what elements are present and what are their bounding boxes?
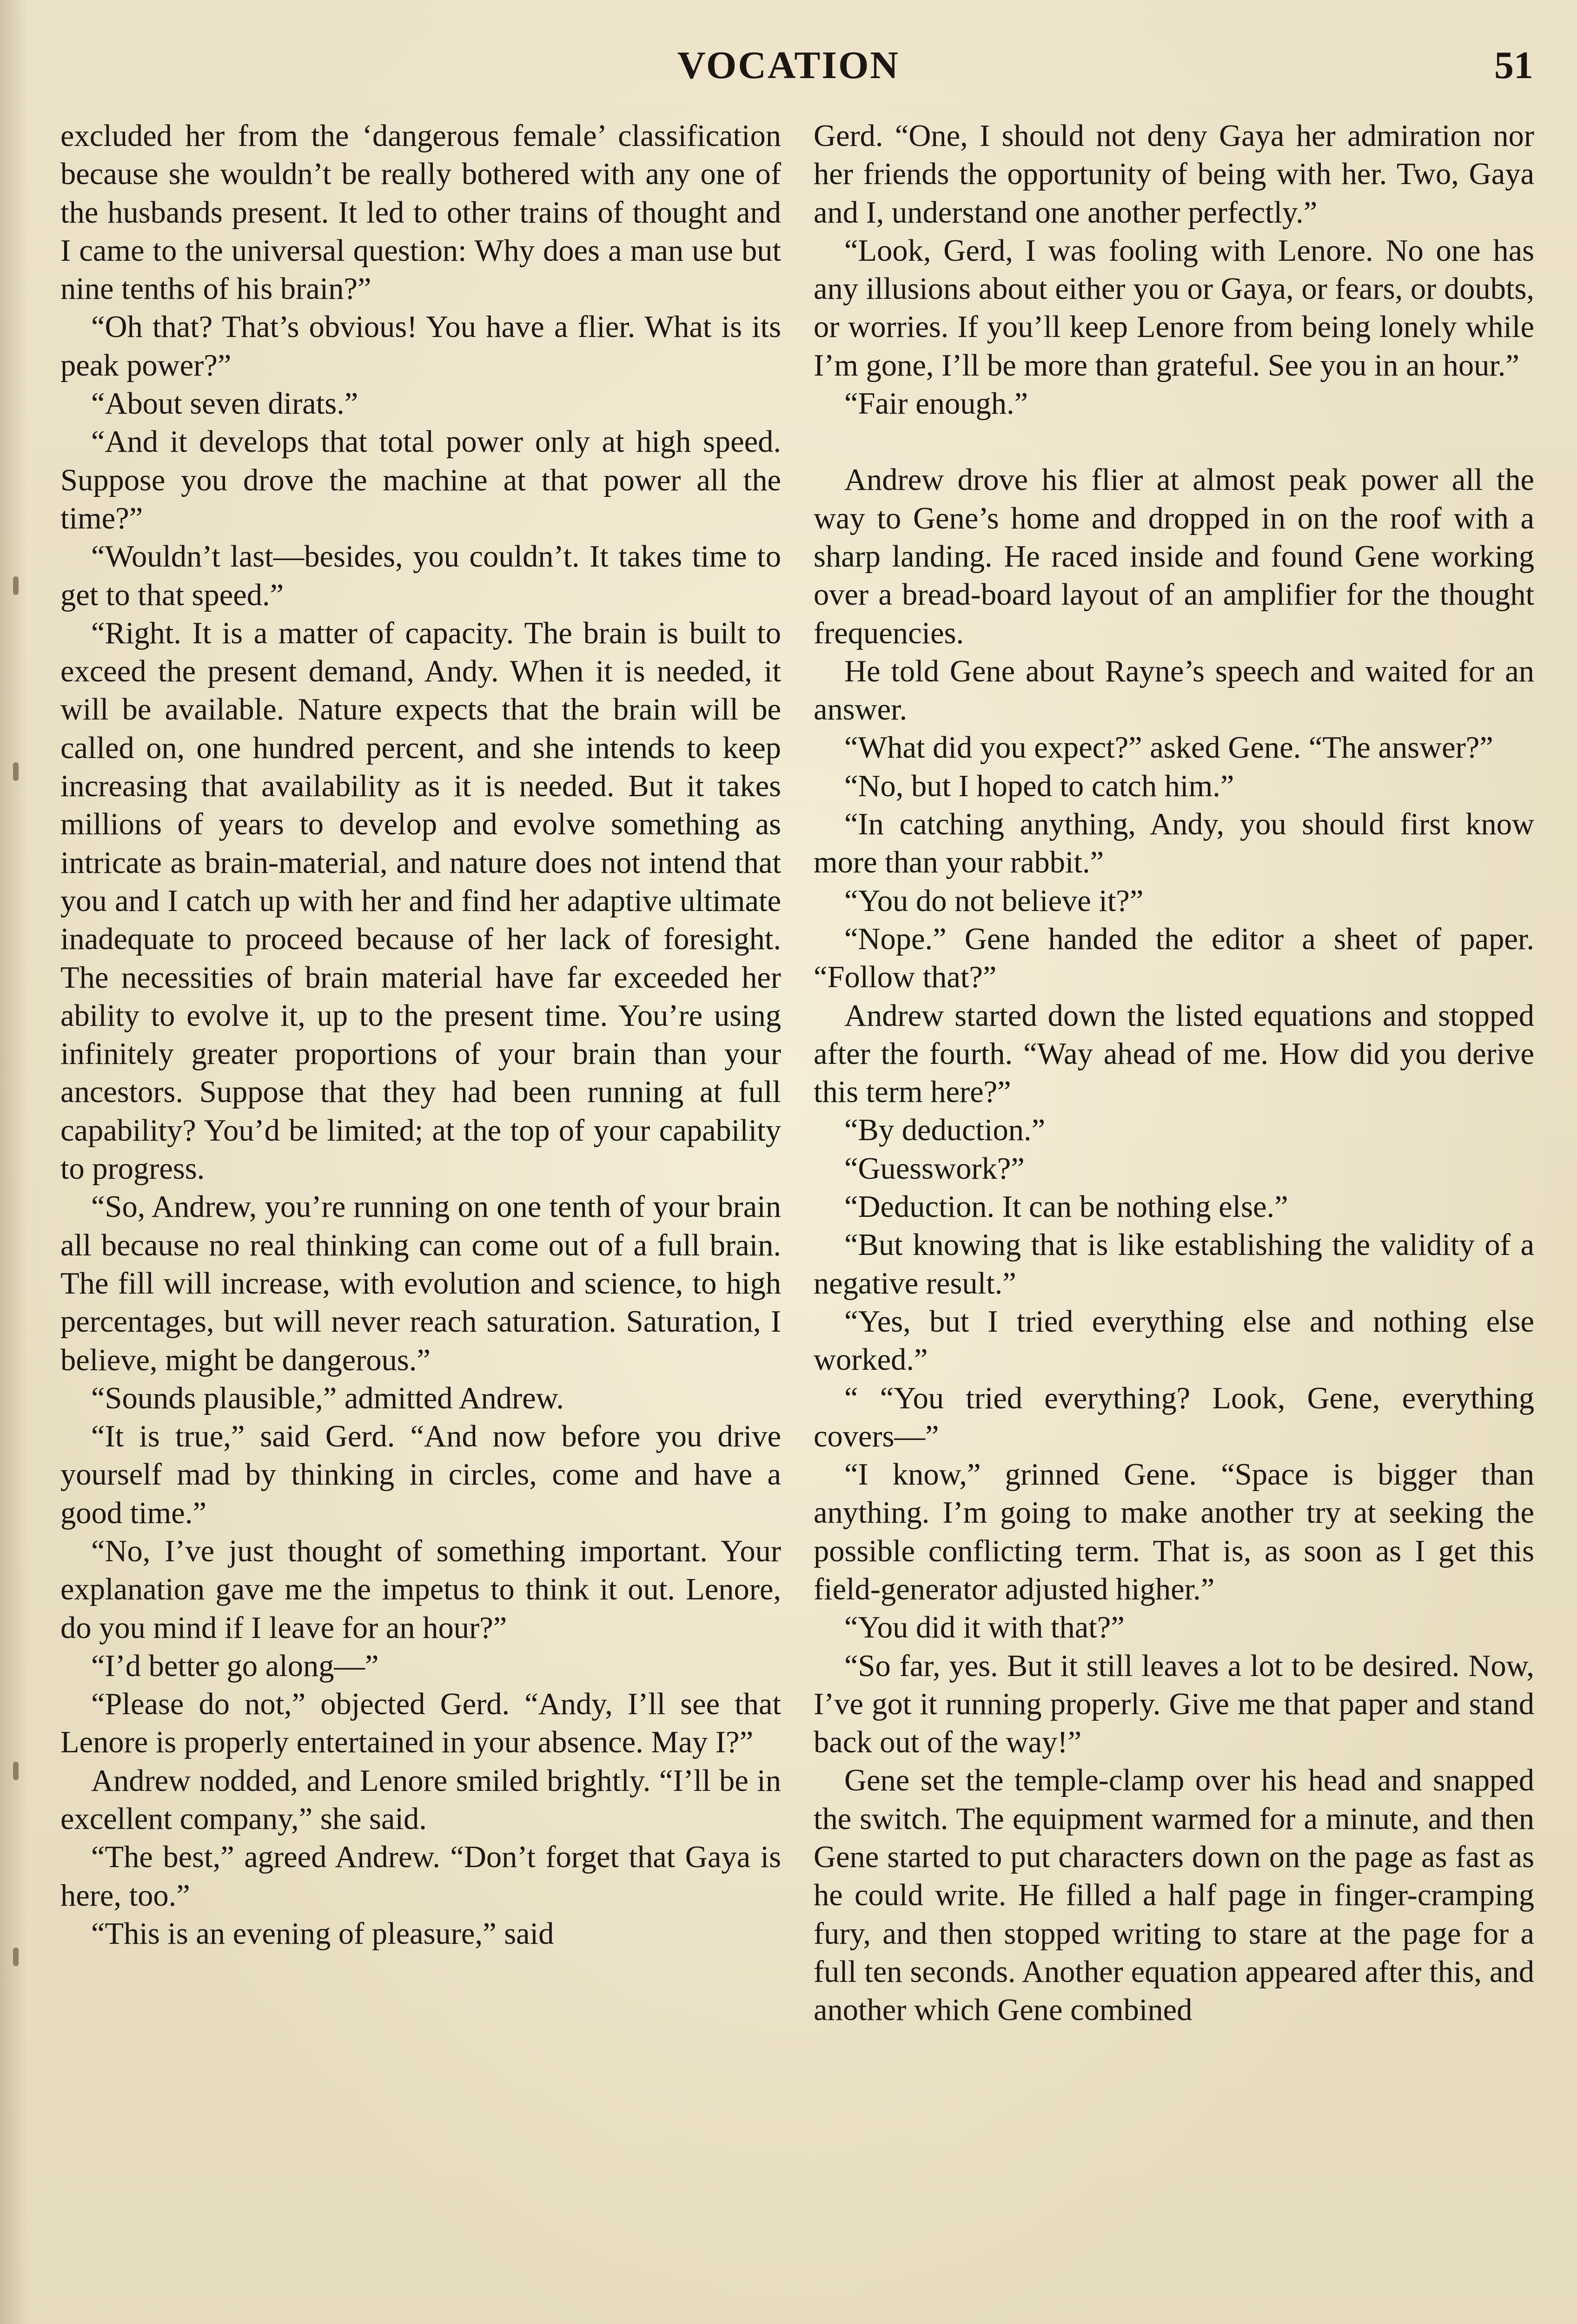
paragraph: “In catching anything, Andy, you should first know more than your rabbit.”	[814, 807, 1534, 880]
paragraph: “What did you expect?” asked Gene. “The answer?”	[844, 731, 1493, 765]
paragraph: “By deduction.”	[844, 1113, 1046, 1148]
margin-mark	[13, 762, 19, 781]
paragraph: “No, but I hoped to catch him.”	[844, 769, 1234, 803]
paragraph: Andrew started down the listed equations and stopped after the fourth. “Way ahead of me. How did you derive this term here?”	[814, 998, 1534, 1109]
paragraph: Gerd. “One, I should not deny Gaya her admiration nor her friends the opportunity of being with her. Two, Gaya and I, understand one another perfectly.”	[814, 119, 1534, 230]
paragraph: “Look, Gerd, I was fooling with Lenore. No one has any illusions about either you or Gaya, or fears, or doubts, or worries. If you’ll keep Lenore from being lonely while I’m gone, I’ll be more than grateful. See you in an hour.”	[814, 233, 1534, 383]
paragraph: “Fair enough.”	[844, 387, 1028, 421]
paragraph: excluded her from the ‘dangerous female’ classification because she wouldn’t be really bothered with any one of the husbands present. It led to other trains of thought and I came to the universal question: Why does a man use but nine tenths of his brain?”	[60, 119, 781, 306]
paragraph: “So, Andrew, you’re running on one tenth of your brain all because no real thinking can come out of a full brain. The fill will increase, with evolution and science, to high percentages, but will never reach saturation. Saturation, I believe, might be dangerous.”	[60, 1190, 781, 1377]
running-title: VOCATION	[677, 44, 900, 87]
paragraph: “It is true,” said Gerd. “And now before you drive yourself mad by thinking in circles, come and have a good time.”	[60, 1419, 781, 1530]
paragraph: “ “You tried everything? Look, Gene, everything covers—”	[814, 1381, 1534, 1453]
paragraph: “Please do not,” objected Gerd. “Andy, I’ll see that Lenore is properly entertained in your absence. May I?”	[60, 1687, 781, 1760]
page-number: 51	[1494, 44, 1533, 87]
paragraph: “The best,” agreed Andrew. “Don’t forget that Gaya is here, too.”	[60, 1840, 781, 1913]
margin-mark	[13, 1762, 19, 1780]
paragraph: “About seven dirats.”	[91, 387, 358, 421]
paragraph: “No, I’ve just thought of something important. Your explanation gave me the impetus to think it out. Lenore, do you mind if I leave for an hour?”	[60, 1534, 781, 1645]
paragraph: “Guesswork?”	[844, 1151, 1025, 1186]
paragraph: Andrew drove his flier at almost peak power all the way to Gene’s home and dropped in on the roof with a sharp landing. He raced inside and found Gene working over a bread-board layout of an amplifier for the thought frequencies.	[814, 463, 1534, 650]
paragraph: “Wouldn’t last—besides, you couldn’t. It takes time to get to that speed.”	[60, 540, 781, 612]
paragraph: “You did it with that?”	[844, 1611, 1125, 1645]
page-edge-shadow	[0, 0, 28, 2324]
left-column	[60, 117, 781, 1953]
paragraph: Gene set the temple-clamp over his head and snapped the switch. The equipment warmed for a minute, and then Gene started to put characters down on the page as fast as he could write. He filled a half page in finger-cramping fury, and then stopped writing to stare at the page for a full ten seconds. Another equation appeared after this, and another which Gene combined	[814, 1763, 1534, 2027]
paragraph: “And it develops that total power only at high speed. Suppose you drove the machine at that power all the time?”	[60, 425, 781, 535]
paragraph: “I’d better go along—”	[91, 1649, 379, 1683]
paragraph: “I know,” grinned Gene. “Space is bigger than anything. I’m going to make another try at seeking the possible conflicting term. That is, as soon as I get this field-generator adjusted higher.”	[814, 1458, 1534, 1606]
paragraph: “Deduction. It can be nothing else.”	[844, 1190, 1288, 1224]
margin-mark	[13, 576, 19, 595]
paragraph: “So far, yes. But it still leaves a lot to be desired. Now, I’ve got it running properly. Give me that paper and stand back out of the way!”	[814, 1649, 1534, 1760]
paragraph: “Right. It is a matter of capacity. The brain is built to exceed the present demand, Andy. When it is needed, it will be available. Nature expects that the brain will be called on, one hundred percent, and she intends to keep increasing that availability as it is needed. But it takes millions of years to develop and evolve something as intricate as brain-material, and nature does not intend that you and I catch up with her and find her adaptive ultimate inadequate to proceed because of her lack of foresight. The necessities of brain material have far exceeded her ability to evolve it, up to the present time. You’re using infinitely greater proportions of your brain than your ancestors. Suppose that they had been running at full capability? You’d be limited; at the top of your capability to progress.	[60, 616, 781, 1186]
paragraph: He told Gene about Rayne’s speech and waited for an answer.	[814, 654, 1534, 727]
margin-mark	[13, 1948, 19, 1966]
page-header	[0, 43, 1577, 108]
paragraph: “Nope.” Gene handed the editor a sheet of paper. “Follow that?”	[814, 922, 1534, 995]
paragraph: “You do not believe it?”	[844, 884, 1144, 918]
right-column	[814, 117, 1534, 2030]
paragraph: Andrew nodded, and Lenore smiled brightly. “I’ll be in excellent company,” she said.	[60, 1763, 781, 1836]
paragraph: “Sounds plausible,” admitted Andrew.	[91, 1381, 564, 1415]
paragraph: “Yes, but I tried everything else and nothing else worked.”	[814, 1304, 1534, 1377]
paragraph: “This is an evening of pleasure,” said	[91, 1916, 554, 1951]
paragraph: “Oh that? That’s obvious! You have a flier. What is its peak power?”	[60, 310, 781, 383]
paragraph: “But knowing that is like establishing the validity of a negative result.”	[814, 1228, 1534, 1301]
